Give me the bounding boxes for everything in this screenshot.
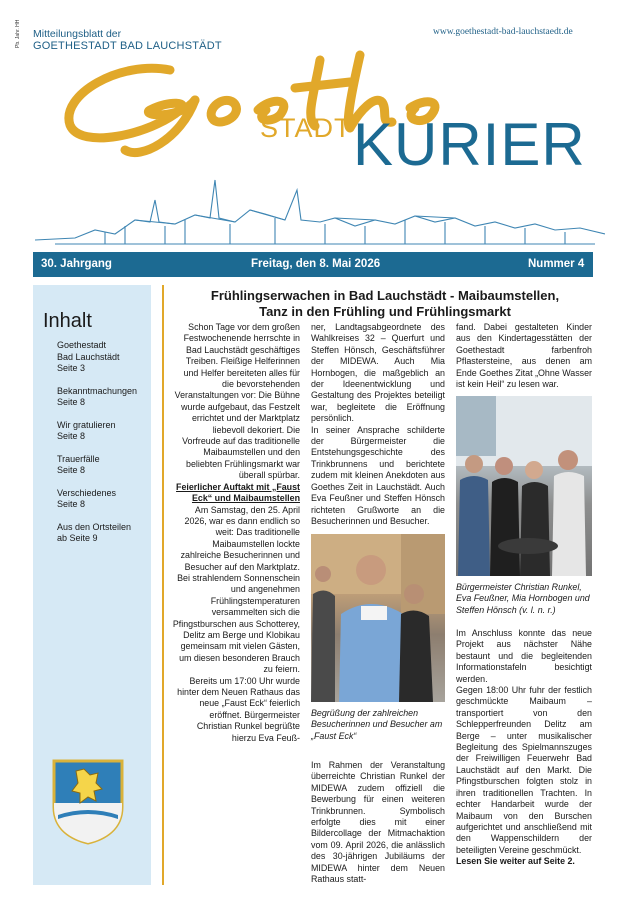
mitteilungsblatt-label: Mitteilungsblatt der bbox=[33, 28, 122, 40]
toc-entry-verschiedenes[interactable]: Verschiedenes Seite 8 bbox=[57, 487, 117, 509]
article-paragraph: Bereits um 17:00 Uhr wurde hinter dem Neuen Rathaus das neue „Faust Eck“ feierlich eröffnet. Bürgermeister Christian Runkel begrüßte hierzu Eva Feuß- bbox=[177, 675, 300, 743]
article-headline: Frühlingserwachen in Bad Lauchstädt - Maibaumstellen, Tanz in den Frühling und Frühlingsmarkt bbox=[210, 288, 560, 319]
article-paragraph: Im Rahmen der Veranstaltung überreichte Christian Runkel der MIDEWA zudem offiziell die Bewerbung für einen weiteren Trinkbrunnen. Symbolisch erfolgte dies mit einer Bildercollage der Mitmachaktion vom 09. April 2026, die anlässlich des 30-jährigen Jubiläums der MIDEWA hinter dem Neuen Rathaus statt- bbox=[311, 760, 445, 885]
toc-entry-bekanntmachungen[interactable]: Bekanntmachungen Seite 8 bbox=[57, 385, 138, 407]
article-column-1 bbox=[172, 322, 300, 744]
toc-entry-ortsteile[interactable]: Aus den Ortsteilen ab Seite 9 bbox=[57, 521, 132, 543]
table-of-contents bbox=[57, 340, 149, 556]
article-column-2 bbox=[311, 322, 445, 527]
issue-date: Freitag, den 8. Mai 2026 bbox=[251, 258, 381, 270]
article-paragraph: Gegen 18:00 Uhr fuhr der festlich geschmückte Maibaum – transportiert von den Schlepperfreunden Delitz am Berge – unter musikalischer Begleitung des Spielmannszuges der Freiwilligen Feuerwehr Bad Lauchstädt auf den Markt. Die Pfingstburschen folgten stolz in ihren traditionellen Trachten. In echter Handarbeit wurde der Maibaum von den Burschen aufgerichtet und anschließend mit den Wappenschildern der beteiligten Vereine geschmückt. bbox=[456, 685, 592, 855]
article-column-2-continued bbox=[311, 760, 445, 885]
article-paragraph: fand. Dabei gestalteten Kinder aus den Kindertagesstätten der Goethestadt farbenfroh Pflastersteine, aus denen am Ende Goethes Zitat „Ohne Wasser ist kein Heil“ zu lesen war. bbox=[456, 322, 592, 390]
article-paragraph: Schon Tage vor dem großen Festwochenende herrschte in Bad Lauchstädt geschäftiges Treiben. Fleißige Helferinnen und Helfer bereiteten alles für die bevorstehenden Veranstaltungen vor: Die Bühne wurde aufgebaut, das Festzelt errichtet und der Marktplatz liebevoll dekoriert. Die Vorfreude auf das traditionelle Maibaumstellen und den beliebten Frühlingsmarkt war überall spürbar. bbox=[174, 322, 300, 481]
continue-reading-link[interactable]: Lesen Sie weiter auf Seite 2. bbox=[456, 856, 575, 867]
issue-number: Nummer 4 bbox=[528, 258, 585, 270]
issue-info-bar bbox=[33, 252, 593, 277]
gold-divider bbox=[162, 285, 164, 885]
town-name: GOETHESTADT BAD LAUCHSTÄDT bbox=[33, 40, 222, 52]
town-coat-of-arms-icon bbox=[50, 757, 126, 845]
article-column-3-continued bbox=[456, 628, 592, 868]
toc-entry-goethestadt[interactable]: Goethestadt Bad Lauchstädt Seite 3 bbox=[57, 340, 120, 373]
article-paragraph: ner, Landtagsabgeordnete des Wahlkreises 32 – Querfurt und Steffen Hönsch, Geschäftsführer der MIDEWA. Auch Mia Hornbogen, die maßgeblich an der Ideenentwicklung und Gestaltung des Projektes beteiligt war, begleitete die Eröffnung persönlich. bbox=[311, 322, 445, 424]
kurier-wordmark: KURIER bbox=[353, 111, 586, 178]
article-paragraph: In seiner Ansprache schilderte der Bürgermeister die Entstehungsgeschichte des Trinkbrunnens und berichtete zudem mit kleinen Anekdoten aus Goethes Zeit in Lauchstädt. Auch Eva Feußner und Steffen Hönsch richteten Grußworte an die Besucherinnen und Besucher. bbox=[311, 424, 445, 526]
toc-entry-trauerfaelle[interactable]: Trauerfälle Seite 8 bbox=[57, 453, 100, 475]
article-subheading: Feierlicher Auftakt mit „Faust Eck“ und Maibaumstellen bbox=[176, 481, 300, 504]
imprint-side-text: Pb. Jahr. HH bbox=[15, 19, 21, 48]
town-skyline-illustration bbox=[35, 160, 605, 248]
photo-caption: Bürgermeister Christian Runkel, Eva Feußner, Mia Hornbogen und Steffen Hönsch (v. l. n. r.) bbox=[456, 582, 590, 615]
jahrgang-label: 30. Jahrgang bbox=[41, 258, 112, 270]
photo-faust-eck-speech bbox=[311, 534, 445, 702]
toc-entry-gratulieren[interactable]: Wir gratulieren Seite 8 bbox=[57, 419, 116, 441]
article-paragraph: Am Samstag, den 25. April 2026, war es dann endlich so weit: Das traditionelle Maibaumstellen lockte zahlreiche Besucherinnen und Besucher auf den Marktplatz. Bei strahlendem Sonnenschein und angenehmen Frühlingstemperaturen versammelten sich die Pfingstburschen aus Schotterey, Delitz am Berge und Klobikau gemeinsam mit vielen Gästen, um diesen besonderen Brauch zu feiern. bbox=[172, 504, 300, 675]
article-column-3 bbox=[456, 322, 592, 390]
photo-caption: Begrüßung der zahlreichen Besucherinnen und Besucher am „Faust Eck“ bbox=[311, 708, 443, 741]
photo-officials-at-fountain bbox=[456, 396, 592, 576]
contents-title: Inhalt bbox=[43, 310, 92, 332]
article-paragraph: Im Anschluss konnte das neue Projekt aus nächster Nähe bestaunt und die begleitenden Informationstafeln besichtigt werden. bbox=[456, 628, 592, 684]
website-link[interactable]: www.goethestadt-bad-lauchstaedt.de bbox=[433, 27, 573, 37]
stadt-wordmark: STADT bbox=[260, 113, 352, 143]
